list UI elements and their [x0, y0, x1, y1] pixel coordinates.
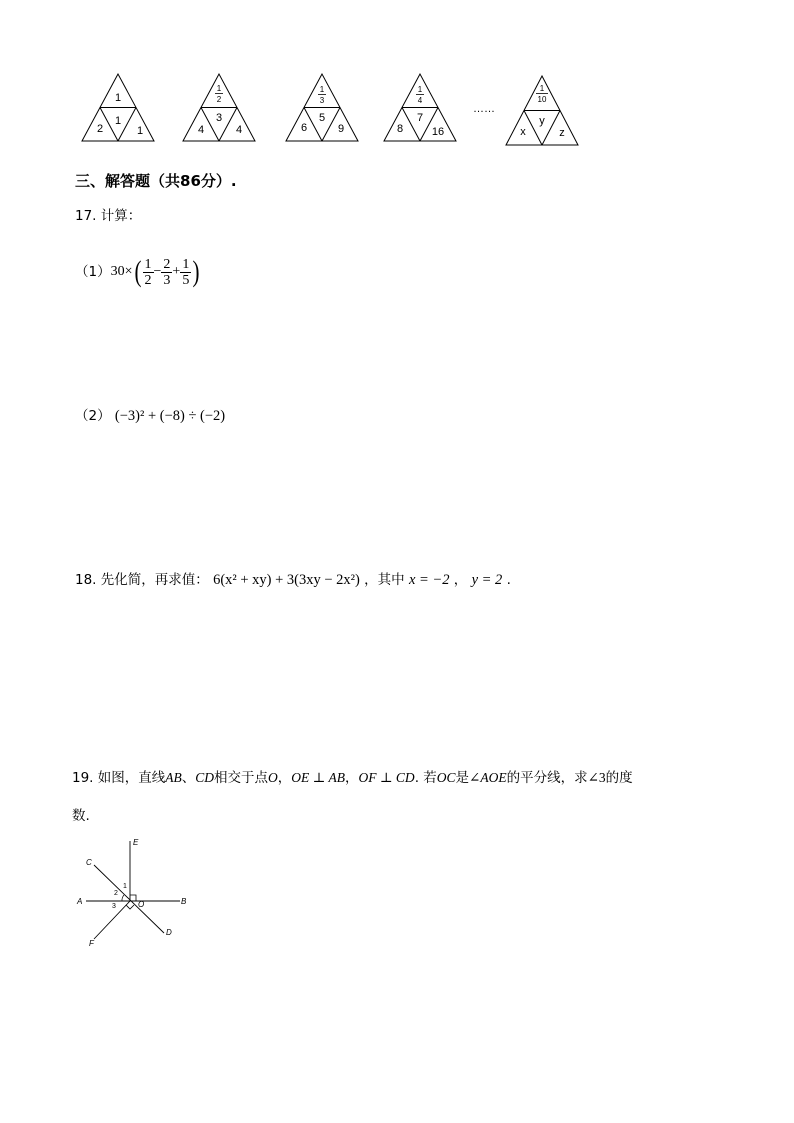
right-angle-eob [130, 895, 136, 901]
q19-text-4: ， [277, 770, 292, 786]
part-2-label: （2） [75, 408, 111, 424]
triangle-5-left: x [520, 126, 526, 138]
label-o: O [138, 900, 145, 909]
triangle-2-top-numerator: 1 [216, 84, 222, 93]
q19-condition-oe: OE ⊥ AB [291, 770, 345, 785]
label-e: E [133, 838, 139, 847]
q18-lead: 18. 先化简，再求值： [75, 572, 209, 588]
pattern-ellipsis: …… [473, 103, 495, 115]
fraction-1-numerator: 1 [144, 256, 152, 272]
right-paren: ) [192, 255, 200, 288]
fraction-2-numerator: 2 [163, 256, 171, 272]
fraction-1-denominator: 2 [144, 272, 152, 288]
fraction-2 [161, 257, 172, 288]
q19-text-6: . 若 [414, 770, 437, 786]
operator-plus: + [172, 264, 181, 279]
label-angle-3: 3 [112, 903, 116, 910]
label-c: C [86, 858, 92, 867]
fraction-3-denominator: 5 [182, 272, 190, 288]
triangle-2-left: 4 [197, 124, 205, 136]
q19-ray-oc: OC [436, 770, 456, 785]
part-2-expression: (−3)² + (−8) ÷ (−2) [114, 408, 226, 424]
triangle-2-middle: 3 [215, 112, 223, 124]
part-1-label: （1） [75, 264, 111, 280]
left-paren: ( [134, 255, 141, 288]
triangle-4-top-numerator: 1 [417, 85, 423, 94]
question-17-stem: 17. 计算： [75, 208, 142, 224]
q19-text-8: 的平分线，求 [506, 770, 588, 786]
label-a: A [77, 897, 83, 906]
triangle-1-top: 1 [114, 92, 122, 104]
question-17-part-2 [75, 406, 225, 426]
q19-text-7: 是 [455, 770, 470, 786]
triangle-4-right: 16 [431, 126, 445, 138]
operator-minus: − [153, 264, 162, 279]
q19-line-cd: CD [195, 770, 215, 785]
triangle-4-middle: 7 [416, 112, 424, 124]
triangle-2-right: 4 [235, 124, 243, 136]
q18-end: . [506, 572, 511, 588]
triangle-2 [183, 74, 255, 141]
fraction-1 [143, 257, 154, 288]
line-cd [94, 865, 164, 933]
triangle-5 [506, 76, 578, 145]
q19-text-2: 、 [181, 770, 196, 786]
angle-arc [122, 895, 124, 901]
q19-text-3: 相交于点 [214, 770, 269, 786]
q19-angle-aoe: ∠AOE [469, 770, 507, 785]
triangle-3-middle: 5 [318, 112, 326, 124]
triangle-5-top-numerator: 1 [539, 84, 545, 93]
triangle-4-left: 8 [396, 123, 404, 135]
question-18 [75, 570, 511, 590]
q19-text-1: 19. 如图，直线 [72, 770, 166, 786]
triangle-5-middle: y [539, 115, 545, 127]
triangle-5-right: z [559, 127, 565, 139]
geometry-figure [72, 833, 202, 953]
triangle-3 [286, 74, 358, 141]
label-angle-1: 1 [123, 883, 127, 890]
triangle-1-right: 1 [136, 125, 144, 137]
triangle-3-left: 6 [300, 122, 308, 134]
q19-line-ab: AB [165, 770, 182, 785]
fraction-2-denominator: 3 [163, 272, 171, 288]
triangle-1 [82, 74, 154, 141]
triangle-3-top-denominator: 3 [319, 96, 325, 105]
triangle-4 [384, 74, 456, 141]
triangle-3-top-numerator: 1 [319, 85, 325, 94]
triangle-4-top-denominator: 4 [417, 96, 423, 105]
q18-separator: ， [453, 572, 468, 588]
right-angle-fod [126, 905, 134, 909]
triangle-pattern-figure [78, 70, 588, 150]
label-b: B [181, 897, 187, 906]
triangle-2-top-denominator: 2 [216, 95, 222, 104]
question-17-part-1 [75, 254, 201, 290]
triangle-3-right: 9 [337, 123, 345, 135]
q18-expression: 6(x² + xy) + 3(3xy − 2x²) [213, 572, 360, 588]
q19-angle-3: ∠3 [587, 770, 606, 785]
section-3-title: 三、解答题（共86分）. [75, 172, 237, 190]
q19-text-9: 的度 [605, 770, 633, 786]
q18-condition-x: x = −2 [408, 572, 450, 588]
triangle-5-top-denominator: 10 [537, 95, 547, 104]
question-19-line-2: 数. [72, 808, 90, 824]
fraction-3-numerator: 1 [182, 256, 190, 272]
triangle-1-middle: 1 [114, 115, 122, 127]
label-f: F [89, 939, 94, 948]
part-1-lead: 30× [110, 264, 133, 279]
q19-point-o: O [268, 770, 278, 785]
q18-mid: ，其中 [364, 572, 405, 588]
section-3-heading [75, 170, 237, 191]
q18-condition-y: y = 2 [471, 572, 503, 588]
triangle-1-left: 2 [96, 123, 104, 135]
label-d: D [166, 928, 172, 937]
q19-text-5: ， [344, 770, 359, 786]
question-19-line-1 [72, 768, 633, 788]
label-angle-2: 2 [114, 890, 118, 897]
q19-condition-of: OF ⊥ CD [358, 770, 415, 785]
fraction-3 [180, 257, 191, 288]
